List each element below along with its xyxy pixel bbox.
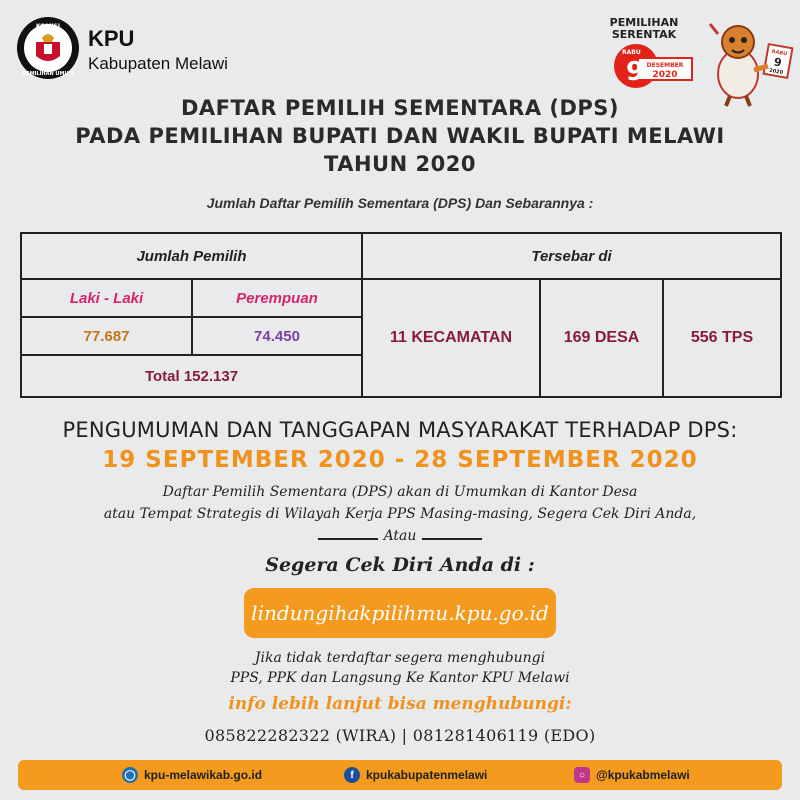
info-line-2: atau Tempat Strategis di Wilayah Kerja PPS Masing-masing, Segera Cek Diri Anda, <box>103 506 697 522</box>
org-name: KPU <box>88 26 135 51</box>
footer-facebook-text: kpukabupatenmelawi <box>366 768 488 782</box>
kpu-logo <box>16 16 80 80</box>
header-jumlah-pemilih: Jumlah Pemilih <box>22 234 363 280</box>
footer-instagram[interactable] <box>574 760 690 790</box>
svg-text:KOMISI: KOMISI <box>35 23 61 30</box>
footer-facebook[interactable] <box>344 760 487 790</box>
mascot-calendar-label: RABU <box>771 48 788 58</box>
mascot-calendar-number: 9 <box>772 55 783 70</box>
header-tersebar-di: Tersebar di <box>363 234 780 280</box>
spread-desa: 169 DESA <box>541 280 664 396</box>
or-divider <box>0 526 800 550</box>
contact-numbers: 085822282322 (WIRA) | 081281406119 (EDO) <box>204 726 596 745</box>
globe-icon: ◯ <box>122 767 138 783</box>
total-pemilih: Total 152.137 <box>22 356 363 396</box>
title-line-2: PADA PEMILIHAN BUPATI DAN WAKIL BUPATI MELAWI <box>75 124 725 148</box>
badge-line1: PEMILIHAN <box>609 16 679 29</box>
dps-table <box>20 232 782 398</box>
spread-tps: 556 TPS <box>690 329 754 346</box>
spread-kecamatan: 11 KECAMATAN <box>363 280 541 396</box>
title-line-3: TAHUN 2020 <box>324 152 476 176</box>
info-line-1: Daftar Pemilih Sementara (DPS) akan di Umumkan di Kantor Desa <box>162 484 638 500</box>
footer-website-text: kpu-melawikab.go.id <box>144 768 263 782</box>
title-line-1: DAFTAR PEMILIH SEMENTARA (DPS) <box>180 96 620 120</box>
mascot-illustration <box>700 12 796 108</box>
org-subtitle: Kabupaten Melawi <box>88 54 228 73</box>
footer-bar <box>18 760 782 790</box>
divider-line-left <box>318 538 378 540</box>
badge-date-number: 9 <box>626 57 645 87</box>
badge-year: 2020 <box>652 70 678 80</box>
value-laki-laki: 77.687 <box>22 318 193 356</box>
info-line-4: PPS, PPK dan Langsung Ke Kantor KPU Melawi <box>230 670 570 686</box>
footer-instagram-text: @kpukabmelawi <box>596 768 690 782</box>
or-text: Atau <box>383 528 417 544</box>
mascot-calendar-year: 2020 <box>768 67 784 76</box>
check-voter-link-button[interactable]: lindungihakpilihmu.kpu.go.id <box>244 588 556 638</box>
election-badge <box>588 14 700 90</box>
badge-month: DESEMBER <box>646 62 684 69</box>
label-laki-laki: Laki - Laki <box>22 280 193 318</box>
value-perempuan: 74.450 <box>193 318 363 356</box>
divider-line-right <box>422 538 482 540</box>
table-subtitle: Jumlah Daftar Pemilih Sementara (DPS) Dan Sebarannya : <box>206 195 594 211</box>
more-info-heading: info lebih lanjut bisa menghubungi: <box>228 694 572 714</box>
badge-day: RABU <box>622 49 641 56</box>
announcement-heading: PENGUMUMAN DAN TANGGAPAN MASYARAKAT TERHADAP DPS: <box>62 418 738 442</box>
info-line-3: Jika tidak terdaftar segera menghubungi <box>254 650 546 666</box>
badge-line2: SERENTAK <box>611 28 677 41</box>
instagram-icon: ○ <box>574 767 590 783</box>
svg-text:PEMILIHAN UMUM: PEMILIHAN UMUM <box>22 71 74 77</box>
label-perempuan: Perempuan <box>193 280 363 318</box>
footer-website[interactable] <box>122 760 262 790</box>
check-heading: Segera Cek Diri Anda di : <box>265 554 535 576</box>
announcement-period: 19 SEPTEMBER 2020 - 28 SEPTEMBER 2020 <box>102 447 698 473</box>
facebook-icon: f <box>344 767 360 783</box>
